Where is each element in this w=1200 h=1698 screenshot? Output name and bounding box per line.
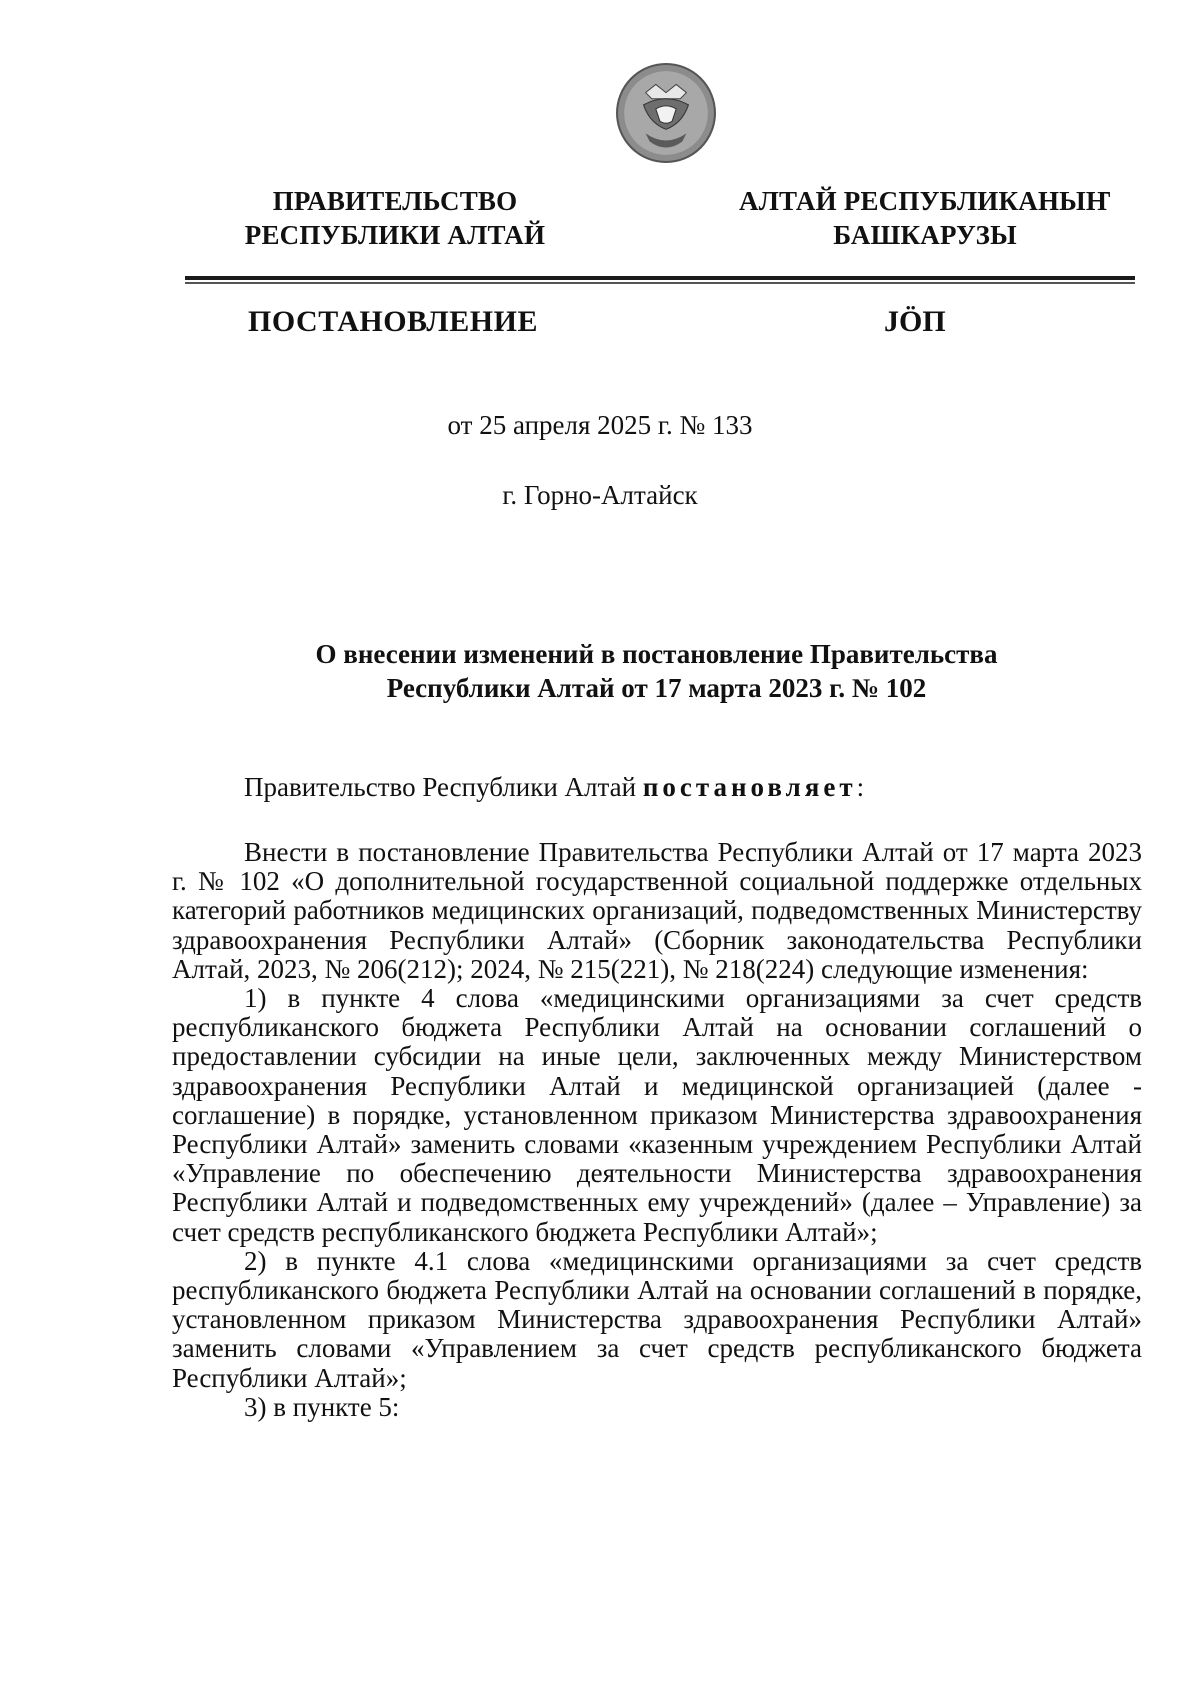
government-name-altai-line1: АЛТАЙ РЕСПУБЛИКАНЫҤ [739, 186, 1111, 216]
document-date-number: от 25 апреля 2025 г. № 133 [447, 410, 753, 440]
document-subject-line2: Республики Алтай от 17 марта 2023 г. № 102 [386, 673, 927, 703]
preamble-resolves: постановляет [642, 772, 857, 802]
coat-of-arms-emblem [615, 62, 717, 164]
government-name-russian [230, 184, 560, 252]
preamble-tail: : [856, 772, 865, 802]
preamble-lead: Правительство Республики Алтай [244, 772, 643, 802]
body-paragraph: 3) в пункте 5: [244, 1391, 400, 1422]
body-paragraph: 2) в пункте 4.1 слова «медицинскими организациями за счет средств республиканского бюджета Республики Алтай на основании соглашений в порядке, установленном приказом Министерства здравоохранения Республики Алтай» заменить словами «Управлением за счет средств республиканского бюджета Республики Алтай»; [172, 1245, 1142, 1393]
body-paragraph: 1) в пункте 4 слова «медицинскими организациями за счет средств республиканского бюджета Республики Алтай на основании соглашений о предоставлении субсидии на иные цели, заключенных между Министерством здравоохранения Республики Алтай и медицинской организацией (далее - соглашение) в порядке, установленном приказом Министерства здравоохранения Республики Алтай» заменить словами «казенным учреждением Республики Алтай «Управление по обеспечению деятельности Министерства здравоохранения Республики Алтай и подведомственных ему учреждений» (далее – Управление) за счет средств республиканского бюджета Республики Алтай»; [172, 983, 1142, 1247]
government-name-altai-line2: БАШКАРУЗЫ [833, 220, 1017, 250]
government-name-russian-line2: РЕСПУБЛИКИ АЛТАЙ [244, 220, 546, 250]
document-body [172, 838, 1142, 1422]
government-name-altai [720, 184, 1130, 252]
document-subject [170, 637, 1143, 705]
document-subject-line1: О внесении изменений в постановление Правительства [315, 639, 998, 669]
preamble [244, 772, 864, 803]
body-paragraph: Внести в постановление Правительства Республики Алтай от 17 марта 2023 г. № 102 «О дополнительной государственной социальной поддержке отдельных категорий работников медицинских организаций, подведомственных Министерству здравоохранения Республики Алтай» (Сборник законодательства Республики Алтай, 2023, № 206(212); 2024, № 215(221), № 218(224) следующие изменения: [172, 837, 1142, 984]
document-type-russian: ПОСТАНОВЛЕНИЕ [248, 305, 538, 338]
document-city: г. Горно-Алтайск [502, 480, 698, 510]
header-divider-thin [185, 282, 1135, 284]
document-type-altai: JӦП [884, 305, 946, 338]
government-name-russian-line1: ПРАВИТЕЛЬСТВО [272, 186, 518, 216]
header-divider-thick [185, 276, 1135, 280]
